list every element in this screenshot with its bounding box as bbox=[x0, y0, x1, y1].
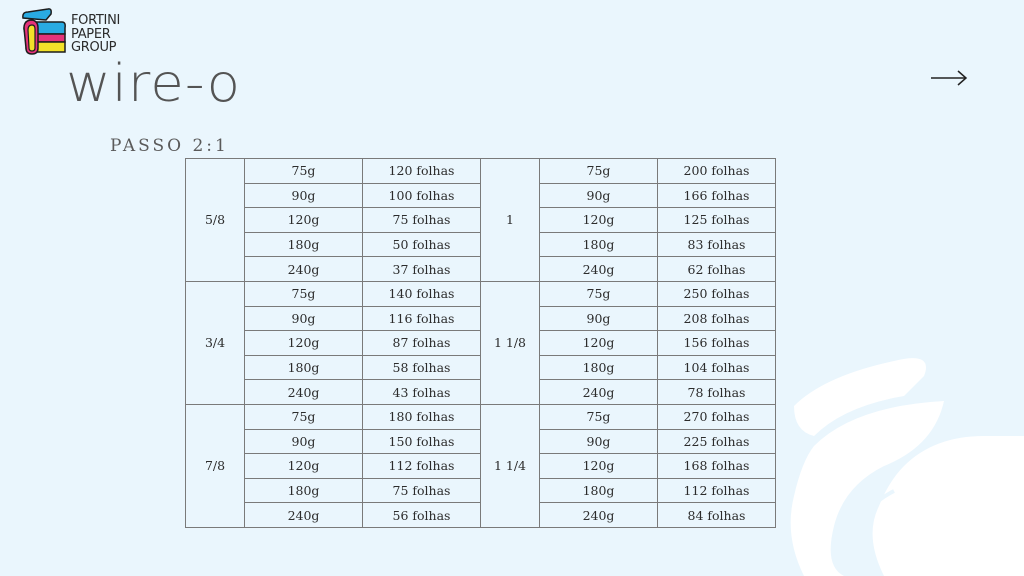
paper-weight-cell: 75g bbox=[540, 281, 658, 306]
paper-weight-cell: 240g bbox=[245, 380, 363, 405]
sheet-capacity-cell: 112 folhas bbox=[658, 478, 776, 503]
paper-weight-cell: 75g bbox=[540, 159, 658, 184]
wire-o-capacity-table bbox=[185, 158, 776, 528]
sheet-capacity-cell: 50 folhas bbox=[363, 232, 481, 257]
sheet-capacity-cell: 87 folhas bbox=[363, 331, 481, 356]
spine-size-cell: 1 1/4 bbox=[481, 404, 540, 527]
paper-weight-cell: 75g bbox=[245, 159, 363, 184]
paper-weight-cell: 240g bbox=[540, 257, 658, 282]
sheet-capacity-cell: 140 folhas bbox=[363, 281, 481, 306]
sheet-capacity-cell: 270 folhas bbox=[658, 404, 776, 429]
logo-line-3: GROUP bbox=[71, 40, 117, 55]
sheet-capacity-cell: 180 folhas bbox=[363, 404, 481, 429]
sheet-capacity-cell: 166 folhas bbox=[658, 183, 776, 208]
paper-weight-cell: 180g bbox=[540, 355, 658, 380]
sheet-capacity-cell: 208 folhas bbox=[658, 306, 776, 331]
spine-size-cell: 3/4 bbox=[186, 281, 245, 404]
paper-weight-cell: 180g bbox=[245, 232, 363, 257]
paper-weight-cell: 120g bbox=[540, 208, 658, 233]
table-row bbox=[186, 404, 776, 429]
sheet-capacity-cell: 225 folhas bbox=[658, 429, 776, 454]
paper-weight-cell: 120g bbox=[540, 454, 658, 479]
sheet-capacity-cell: 156 folhas bbox=[658, 331, 776, 356]
spine-size-cell: 5/8 bbox=[186, 159, 245, 282]
paper-weight-cell: 90g bbox=[245, 306, 363, 331]
decorative-feather-icon bbox=[784, 336, 1024, 576]
paper-weight-cell: 240g bbox=[245, 503, 363, 528]
sheet-capacity-cell: 200 folhas bbox=[658, 159, 776, 184]
sheet-capacity-cell: 62 folhas bbox=[658, 257, 776, 282]
paper-weight-cell: 75g bbox=[245, 281, 363, 306]
sheet-capacity-cell: 75 folhas bbox=[363, 478, 481, 503]
brand-logo bbox=[20, 8, 140, 58]
sheet-capacity-cell: 37 folhas bbox=[363, 257, 481, 282]
paper-weight-cell: 180g bbox=[245, 355, 363, 380]
sheet-capacity-cell: 125 folhas bbox=[658, 208, 776, 233]
sheet-capacity-cell: 78 folhas bbox=[658, 380, 776, 405]
sheet-capacity-cell: 250 folhas bbox=[658, 281, 776, 306]
sheet-capacity-cell: 112 folhas bbox=[363, 454, 481, 479]
paper-weight-cell: 180g bbox=[540, 478, 658, 503]
paper-weight-cell: 90g bbox=[245, 183, 363, 208]
page-subtitle: PASSO 2:1 bbox=[110, 136, 229, 156]
paper-weight-cell: 240g bbox=[245, 257, 363, 282]
logo-line-2: PAPER bbox=[71, 26, 111, 42]
paper-weight-cell: 120g bbox=[245, 454, 363, 479]
sheet-capacity-cell: 120 folhas bbox=[363, 159, 481, 184]
paper-weight-cell: 90g bbox=[540, 429, 658, 454]
page-title: wire-o bbox=[66, 54, 242, 114]
sheet-capacity-cell: 84 folhas bbox=[658, 503, 776, 528]
fortini-logo-icon bbox=[20, 8, 68, 56]
sheet-capacity-cell: 116 folhas bbox=[363, 306, 481, 331]
table-row bbox=[186, 281, 776, 306]
paper-weight-cell: 90g bbox=[540, 183, 658, 208]
logo-wordmark bbox=[71, 14, 120, 55]
sheet-capacity-cell: 150 folhas bbox=[363, 429, 481, 454]
paper-weight-cell: 180g bbox=[540, 232, 658, 257]
paper-weight-cell: 180g bbox=[245, 478, 363, 503]
sheet-capacity-cell: 75 folhas bbox=[363, 208, 481, 233]
sheet-capacity-cell: 58 folhas bbox=[363, 355, 481, 380]
sheet-capacity-cell: 56 folhas bbox=[363, 503, 481, 528]
sheet-capacity-cell: 83 folhas bbox=[658, 232, 776, 257]
sheet-capacity-cell: 104 folhas bbox=[658, 355, 776, 380]
logo-line-1: FORTINI bbox=[71, 13, 121, 28]
spine-size-cell: 1 1/8 bbox=[481, 281, 540, 404]
spine-size-cell: 7/8 bbox=[186, 404, 245, 527]
paper-weight-cell: 240g bbox=[540, 503, 658, 528]
paper-weight-cell: 240g bbox=[540, 380, 658, 405]
paper-weight-cell: 75g bbox=[245, 404, 363, 429]
paper-weight-cell: 90g bbox=[540, 306, 658, 331]
paper-weight-cell: 120g bbox=[245, 331, 363, 356]
paper-weight-cell: 120g bbox=[540, 331, 658, 356]
arrow-right-icon[interactable] bbox=[930, 68, 968, 88]
sheet-capacity-cell: 168 folhas bbox=[658, 454, 776, 479]
spine-size-cell: 1 bbox=[481, 159, 540, 282]
paper-weight-cell: 120g bbox=[245, 208, 363, 233]
table-row bbox=[186, 159, 776, 184]
sheet-capacity-cell: 43 folhas bbox=[363, 380, 481, 405]
sheet-capacity-cell: 100 folhas bbox=[363, 183, 481, 208]
paper-weight-cell: 90g bbox=[245, 429, 363, 454]
paper-weight-cell: 75g bbox=[540, 404, 658, 429]
